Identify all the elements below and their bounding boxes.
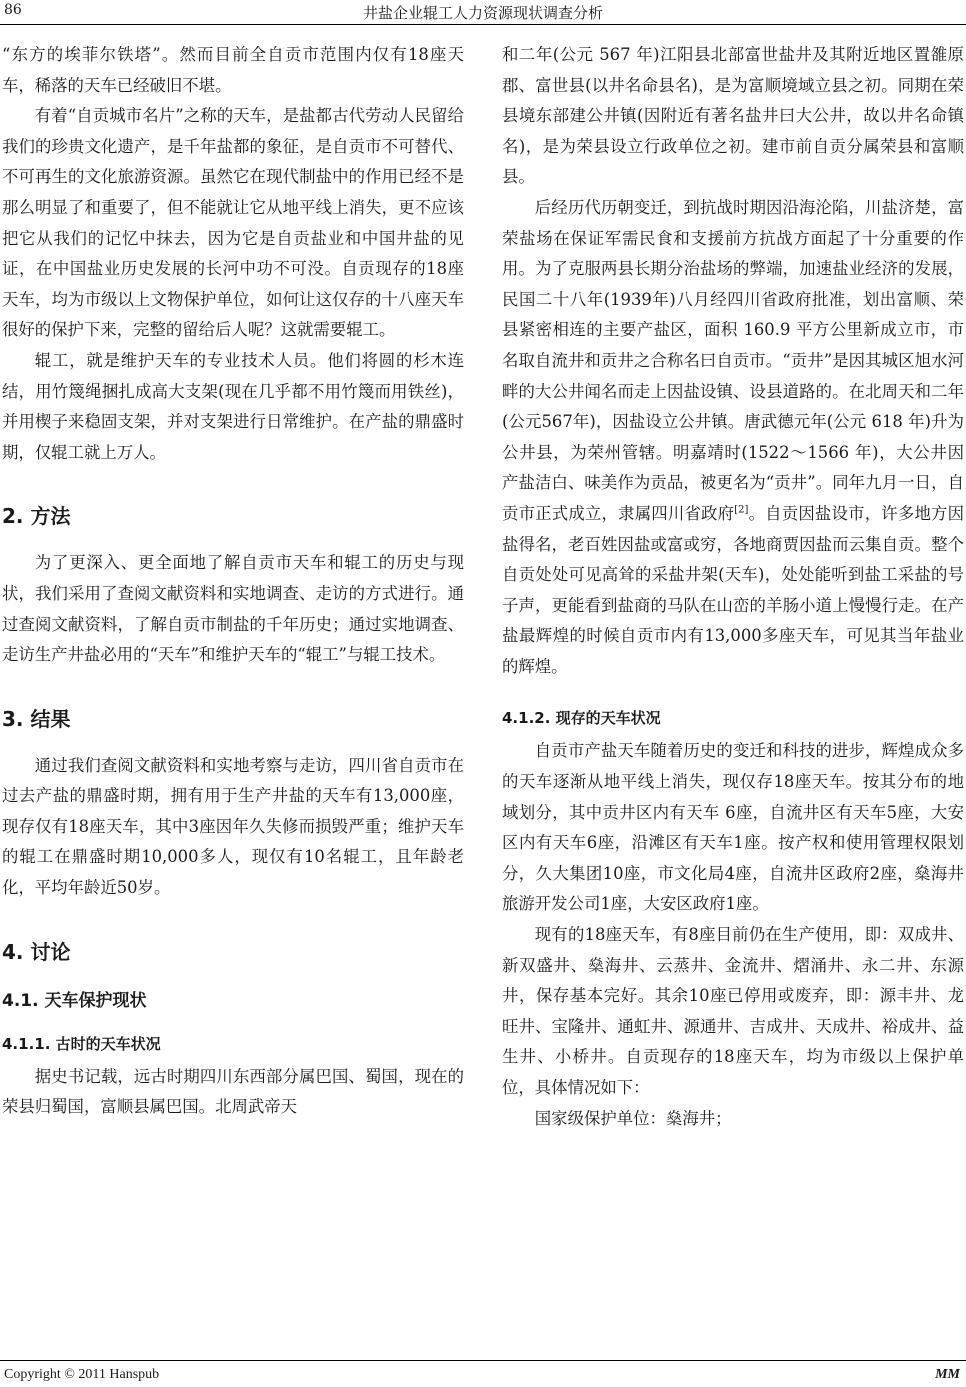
page-header — [0, 0, 966, 25]
paragraph-text: 。自贡因盐设市，许多地方因盐得名，老百姓因盐或富或穷，各地商贾因盐而云集自贡。整个自贡处处可见高耸的采盐井架(天车)，处处能听到盐工采盐的号子声，更能看到盐商的马队在山峦的羊肠小道上慢慢行走。在产盐最辉煌的时候自贡市内有13,000多座天车，可见其当年盐业的辉煌。 — [502, 503, 965, 676]
section-heading-results: 3. 结果 — [2, 706, 71, 731]
paragraph: 辊工，就是维护天车的专业技术人员。他们将圆的杉木连结，用竹篾绳捆扎成高大支架(现在几乎都不用竹篾而用铁丝)，并用楔子来稳固支架，并对支架进行日常维护。在产盐的鼎盛时期，仅辊工就上万人。 — [2, 350, 464, 462]
paragraph: 国家级保护单位：燊海井； — [534, 1108, 732, 1128]
page-footer — [0, 1360, 966, 1387]
paragraph: 现有的18座天车，有8座目前仍在生产使用，即：双成井、新双盛井、燊海井、云蒸井、金流井、熠涌井、永二井、东源井，保存基本完好。其余10座已停用或废弃，即：源丰井、龙旺井、宝隆井、通虹井、源通井、吉成井、天成井、裕成井、益生井、小桥井。自贡现存的18座天车，均为市级以上保护单位，具体情况如下： — [502, 925, 964, 1097]
paragraph: 通过我们查阅文献资料和实地考察与走访，四川省自贡市在过去产盐的鼎盛时期，拥有用于生产井盐的天车有13,000座，现存仅有18座天车，其中3座因年久失修而损毁严重；维护天车的辊工在鼎盛时期10,000多人，现仅有10名辊工，且年龄老化，平均年龄近50岁。 — [2, 755, 464, 898]
section-heading-method: 2. 方法 — [2, 504, 71, 529]
copyright: Copyright © 2011 Hanspub — [4, 1367, 160, 1382]
left-column — [2, 40, 464, 1123]
paragraph: 据史书记载，远古时期四川东西部分属巴国、蜀国，现在的荣县归蜀国，富顺县属巴国。北周武帝天 — [2, 1066, 464, 1117]
subsubsection-heading: 4.1.2. 现存的天车状况 — [502, 709, 661, 728]
subsection-heading: 4.1. 天车保护现状 — [2, 990, 147, 1011]
section-heading-discussion: 4. 讨论 — [2, 939, 71, 964]
paragraph: 自贡市产盐天车随着历史的变迁和科技的进步，辉煌成众多的天车逐渐从地平线上消失，现仅存18座天车。按其分布的地域划分，其中贡井区内有天车 6座，自流井区有天车5座，大安区内有天车6座，沿滩区有天车1座。按产权和使用管理权限划分，久大集团10座，市文化局4座，自流井区政府2座，燊海井旅游开发公司1座，大安区政府1座。 — [502, 741, 964, 914]
paragraph: 和二年(公元 567 年)江阳县北部富世盐井及其附近地区置雒原郡、富世县(以井名命县名)，是为富顺境域立县之初。同期在荣县境东部建公井镇(因附近有著名盐井曰大公井，故以井名命镇名)，是为荣县设立行政单位之初。建市前自贡分属荣县和富顺县。 — [502, 45, 964, 187]
subsubsection-heading: 4.1.1. 古时的天车状况 — [2, 1034, 161, 1053]
paragraph: 为了更深入、更全面地了解自贡市天车和辊工的历史与现状，我们采用了查阅文献资料和实地调查、走访的方式进行。通过查阅文献资料，了解自贡市制盐的千年历史；通过实地调查、走访生产井盐必用的“天车”和维护天车的“辊工”与辊工技术。 — [2, 553, 464, 665]
paragraph: “东方的埃菲尔铁塔”。然而目前全自贡市范围内仅有18座天车，稀落的天车已经破旧不堪。 — [2, 45, 464, 95]
paragraph-text: 后经历代历朝变迁，到抗战时期因沿海沦陷，川盐济楚，富荣盐场在保证军需民食和支援前方抗战方面起了十分重要的作用。为了克服两县长期分治盐场的弊端，加速盐业经济的发展，民国二十八年(1939年)八月经四川省政府批准，划出富顺、荣县紧密相连的主要产盐区，面积 160.9 平方公里新成立市，市名取自流井和贡井之合称名曰自贡市。“贡井”是因其城区旭水河畔的大公井闻名而走上因盐设镇、设县道路的。在北周天和二年(公元567年)，因盐设立公井镇。唐武德元年(公元 618 年)升为公井县，为荣州管辖。明嘉靖时(1522～1566 年)，大公井因产盐洁白、味美作为贡品，被更名为“贡井”。同年九月一日，自贡市正式成立，隶属四川省政府 — [502, 197, 964, 523]
page-number: 86 — [4, 2, 22, 18]
right-column — [502, 40, 964, 1134]
journal-abbrev: MM — [935, 1367, 960, 1382]
running-title: 井盐企业辊工人力资源现状调查分析 — [362, 4, 603, 22]
citation-link[interactable]: [2] — [734, 504, 749, 516]
paragraph — [502, 193, 964, 683]
paragraph: 有着“自贡城市名片”之称的天车，是盐都古代劳动人民留给我们的珍贵文化遗产，是千年盐都的象征，是自贡市不可替代、不可再生的文化旅游资源。虽然它在现代制盐中的作用已经不是那么明显了和重要了，但不能就让它从地平线上消失，更不应该把它从我们的记忆中抹去，因为它是自贡盐业和中国井盐的见证，在中国盐业历史发展的长河中功不可没。自贡现存的18座天车，均为市级以上文物保护单位，如何让这仅存的十八座天车很好的保护下来，完整的留给后人呢？这就需要辊工。 — [2, 106, 464, 340]
